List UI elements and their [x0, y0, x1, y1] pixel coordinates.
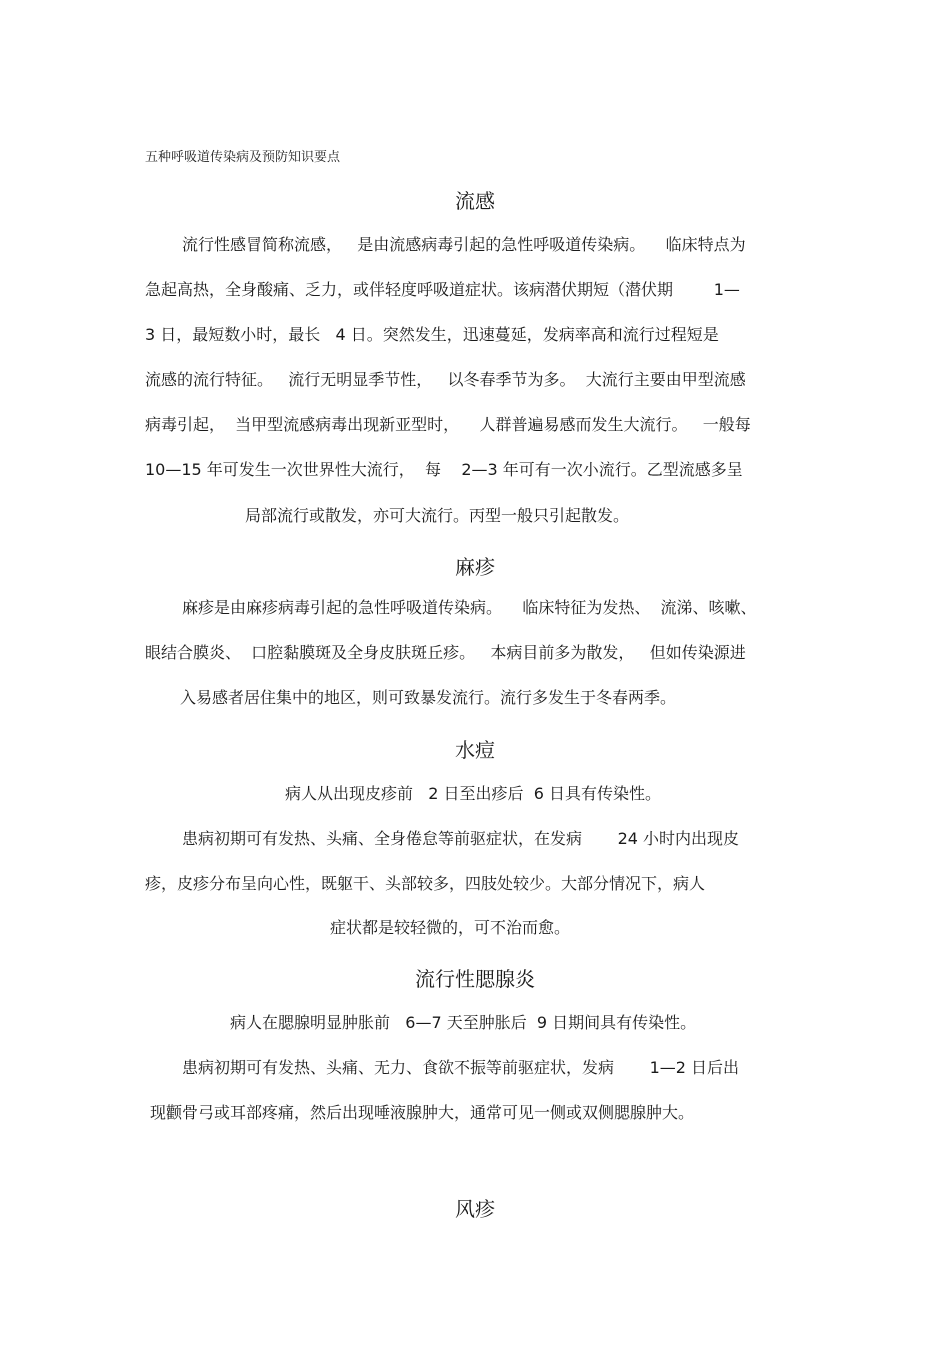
flu-line: 流感的流行特征。 流行无明显季节性， 以冬春季节为多。 大流行主要由甲型流感 — [145, 370, 746, 389]
chickenpox-line: 患病初期可有发热、头痛、全身倦怠等前驱症状，在发病 24 小时内出现皮 — [182, 829, 740, 848]
section-heading-flu: 流感 — [455, 189, 495, 213]
flu-line: 局部流行或散发，亦可大流行。丙型一般只引起散发。 — [245, 506, 630, 525]
flu-line: 急起高热，全身酸痛、乏力，或伴轻度呼吸道症状。该病潜伏期短（潜伏期 1— — [145, 280, 740, 299]
flu-line: 病毒引起， 当甲型流感病毒出现新亚型时， 人群普遍易感而发生大流行。 一般每 — [145, 415, 751, 434]
chickenpox-line: 病人从出现皮疹前 2 日至出疹后 6 日具有传染性。 — [285, 784, 661, 803]
flu-line: 流行性感冒简称流感， 是由流感病毒引起的急性呼吸道传染病。 临床特点为 — [182, 235, 746, 254]
flu-line: 3 日，最短数小时，最长 4 日。突然发生，迅速蔓延，发病率高和流行过程短是 — [145, 325, 719, 344]
chickenpox-line: 症状都是较轻微的，可不治而愈。 — [330, 918, 571, 937]
section-heading-mumps: 流行性腮腺炎 — [415, 967, 535, 991]
measles-line: 入易感者居住集中的地区，则可致暴发流行。流行多发生于冬春两季。 — [180, 688, 677, 707]
mumps-line: 现颧骨弓或耳部疼痛，然后出现唾液腺肿大，通常可见一侧或双侧腮腺肿大。 — [150, 1103, 695, 1122]
measles-line: 眼结合膜炎、 口腔黏膜斑及全身皮肤斑丘疹。 本病目前多为散发， 但如传染源进 — [145, 643, 746, 662]
document-title: 五种呼吸道传染病及预防知识要点 — [145, 150, 341, 165]
chickenpox-line: 疹，皮疹分布呈向心性，既躯干、头部较多，四肢处较少。大部分情况下，病人 — [145, 874, 706, 893]
mumps-line: 患病初期可有发热、头痛、无力、食欲不振等前驱症状，发病 1—2 日后出 — [182, 1058, 740, 1077]
section-heading-rubella: 风疹 — [455, 1197, 495, 1221]
section-heading-measles: 麻疹 — [455, 555, 495, 579]
flu-line: 10—15 年可发生一次世界性大流行， 每 2—3 年可有一次小流行。乙型流感多呈 — [145, 460, 743, 479]
mumps-line: 病人在腮腺明显肿胀前 6—7 天至肿胀后 9 日期间具有传染性。 — [230, 1013, 697, 1032]
section-heading-chickenpox: 水痘 — [455, 738, 495, 762]
measles-line: 麻疹是由麻疹病毒引起的急性呼吸道传染病。 临床特征为发热、 流涕、咳嗽、 — [182, 598, 757, 617]
